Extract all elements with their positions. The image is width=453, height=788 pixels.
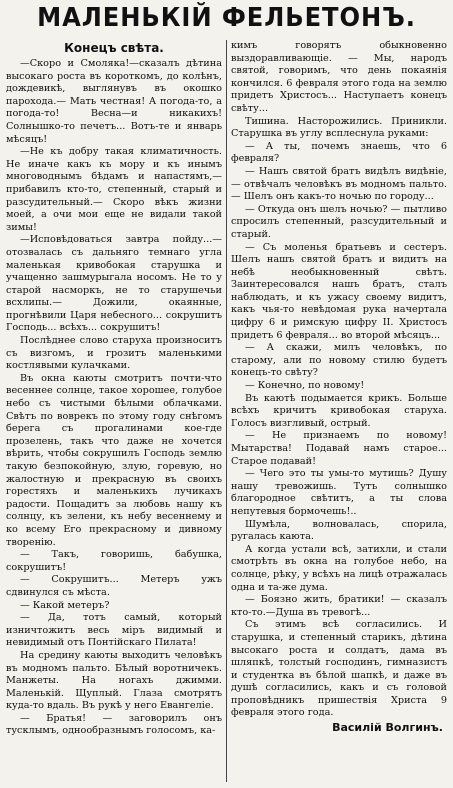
right-column bbox=[231, 40, 447, 785]
paragraph: — А ты, почемъ знаешь, что 6 февраля? bbox=[231, 140, 447, 165]
paragraph: —Не къ добру такая климатичность. Не иначе какъ къ мору и къ инымъ многоводнымъ бѣдамъ и напастямъ,—прибавилъ кто-то, степенный, старый и разсудительный.— Скоро вѣкъ жизни моей, а очи мои еще не видали такой зимы! bbox=[6, 146, 222, 233]
paragraph: На средину каюты выходитъ человѣкъ въ модномъ пальто. Бѣлый воротничекъ. Манжеты. На ногахъ джимми. Маленькій. Щуплый. Глаза смотрятъ куда-то вдаль. Въ рукѣ у него Евангеліе. bbox=[6, 649, 222, 712]
paragraph: — Нашъ святой братъ видѣлъ видѣніе,— отвѣчалъ человѣкъ въ модномъ пальто. — Шелъ онъ какъ-то ночью по городу... bbox=[231, 165, 447, 203]
paragraph: Послѣднее слово старуха произноситъ съ визгомъ, и грозитъ маленькими костлявыми кулачками. bbox=[6, 335, 222, 372]
article-subtitle: Конецъ свѣта. bbox=[64, 41, 164, 55]
paragraph: — Да, тотъ самый, который изничтожитъ весь міръ видимый и невидимый отъ Понтійскаго Пилата! bbox=[6, 612, 222, 649]
paragraph: — Конечно, по новому! bbox=[245, 380, 365, 392]
paragraph: Съ этимъ всѣ согласились. И старушка, и степенный старикъ, дѣтина высокаго роста и солдатъ, дама въ шляпкѣ, толстый господинъ, гимназистъ и студентка въ бѣлой шапкѣ, и даже въ душѣ согласились, какъ и съ головой проповѣдникъ пришествія Христа 9 февраля этого года. bbox=[231, 619, 447, 719]
paragraph: — Откуда онъ шелъ ночью? — пытливо спросилъ степенный, разсудительный и старый. bbox=[231, 203, 447, 240]
paragraph: Въ каютѣ подымается крикъ. Больше всѣхъ кричитъ кривобокая старуха. Голосъ визгливый, острый. bbox=[231, 392, 447, 429]
paragraph: — Сокрушитъ... Метеръ ужъ сдвинулся съ мѣста. bbox=[6, 574, 222, 598]
paragraph: — Съ моленья братьевъ и сестеръ. Шелъ нашъ святой братъ и видитъ на небѣ необыкновенный свѣтъ. Заинтересовался нашъ братъ, сталъ наблюдать, и къ ужасу своему видитъ, какъ чья-то невѣдомая рука начертала цифру 6 и римскую цифру II. Христосъ придетъ 6 февраля... во второй мѣсяцъ... bbox=[231, 241, 447, 341]
column-divider bbox=[226, 40, 227, 782]
paragraph: — Такъ, говоришь, бабушка, сокрушитъ! bbox=[6, 549, 222, 573]
paragraph: — Боязно жить, братики! — сказалъ кто-то.—Душа въ тревогѣ... bbox=[231, 594, 447, 618]
paragraph: — Не признаемъ по новому! Мытарства! Подавай намъ старое... Старое подавай! bbox=[231, 430, 447, 467]
paragraph: А когда устали всѣ, затихли, и стали смотрѣть въ окна на голубое небо, на солнце, рѣку, у всѣхъ на лицѣ отражалась одна и та-же дума. bbox=[231, 543, 447, 593]
paragraph: —Исповѣдоваться завтра пойду...—отозвалась съ дальняго темнаго угла маленькая кривобокая старушка и учащенно зашмурыгала носомъ. Не то у старой насморкъ, не то старушечьи всхлипы.— Дожили, окаянные, прогнѣвили Царя небесного... сокрушитъ Господь... всѣхъ... сокрушитъ! bbox=[6, 234, 222, 334]
left-column bbox=[6, 40, 222, 785]
paragraph: Шумѣла, волновалась, спорила, ругалась каюта. bbox=[231, 518, 447, 543]
headline: МАЛЕНЬКІЙ ФЕЛЬЕТОНЪ. bbox=[37, 3, 416, 33]
paragraph: Тишина. Насторожились. Приникли. Старушка въ углу всплеснула руками: bbox=[231, 115, 447, 140]
paragraph: кимъ говорятъ обыкновенно выздоравливающіе. — Мы, народъ святой, говоримъ, что день покаянія кончился. 6 февраля этого года на землю придетъ Христосъ... Наступаетъ конецъ свѣту... bbox=[231, 40, 447, 114]
paragraph: —Скоро и Смоляка!—сказалъ дѣтина высокаго роста въ короткомъ, до колѣнъ, дождевикѣ, выглянувъ въ окошко парохода.— Мать честная! А погода-то, а погода-то! Весна—и никакихъ! Солнышко-то печетъ... Вотъ-те и январь мѣсяцъ! bbox=[6, 58, 222, 145]
author-signature: Василій Волгинъ. bbox=[332, 721, 443, 735]
paragraph: Въ окна каюты смотритъ почти-что весеннее солнце, такое хорошее, голубое небо съ чистыми бѣлыми облачками. Свѣтъ по воврекъ по этому году снѣгомъ берега съ прогалинами кое-где прозелень, такъ что даже не хочется вѣрить, чтобы сокрушилъ Господь землю такую безпокойную, злую, горевую, но жалостную и прекрасную въ своихъ горестяхъ и маленькихъ лучикахъ радости. Пощадитъ за любовь нашу къ солнцу, къ зелени, къ небу весеннему и ко всему Его прекрасному и дивному творенію. bbox=[6, 372, 222, 548]
paragraph: — Какой метеръ? bbox=[20, 599, 110, 611]
paragraph: — Братья! — заговорилъ онъ тусклымъ, однообразнымъ голосомъ, ка- bbox=[6, 712, 222, 737]
paragraph: — Чего это ты умы-то мутишь? Душу нашу тревожишь. Тутъ солнышко благородное свѣтитъ, а ты слова непутевыя бормочешь!.. bbox=[231, 468, 447, 517]
paragraph: — А скажи, милъ человѣкъ, по старому, али по новому стилю будетъ конецъ-то свѣту? bbox=[231, 342, 447, 379]
